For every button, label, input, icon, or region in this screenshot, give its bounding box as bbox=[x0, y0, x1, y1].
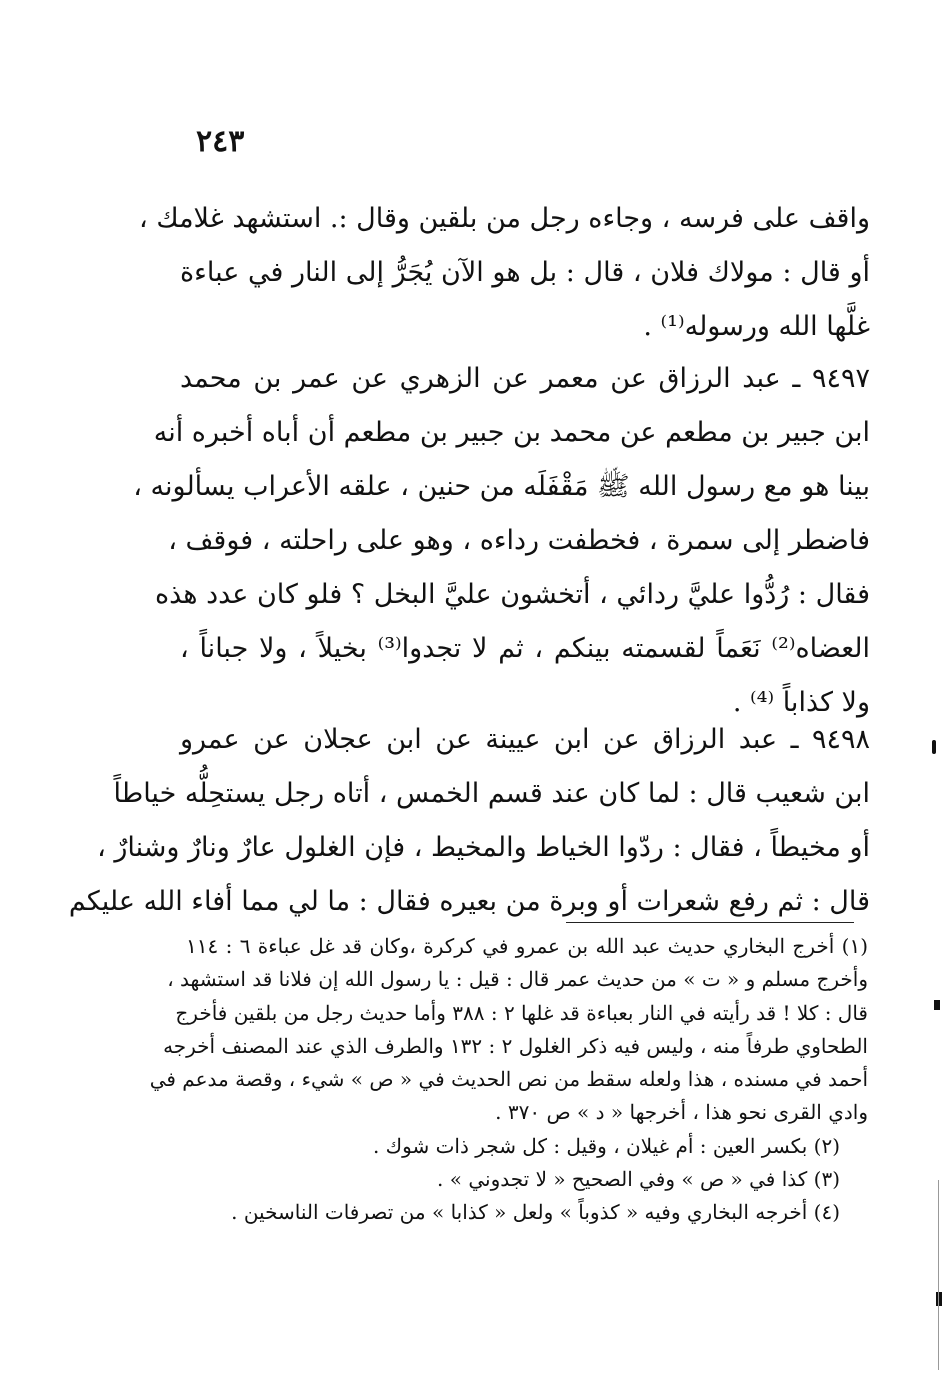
scan-edge-line bbox=[938, 1180, 939, 1370]
text-line: فقال : رُدُّوا عليَّ ردائي ، أتخشون عليَّ البخل ؟ فلو كان عدد هذه bbox=[154, 579, 870, 610]
footnote-line: أحمد في مسنده ، هذا ولعله سقط من نص الحديث في « ص » شيء ، وقصة مدعم في bbox=[149, 1067, 868, 1092]
text-line: غلَّها الله ورسوله⁽¹⁾ . bbox=[643, 311, 870, 342]
hadith-9497 bbox=[133, 352, 870, 730]
footnote-2: (٢) بكسر العين : أم غيلان ، وقيل : كل شجر ذات شوك . bbox=[372, 1133, 840, 1158]
text-line: أو قال : مولاك فلان ، قال : بل هو الآن يُجَرُّ إلى النار في عباءة bbox=[180, 257, 870, 288]
footnote-3: (٣) كذا في « ص » وفي الصحيح « لا تجدوني » . bbox=[437, 1167, 840, 1192]
text-line: ٩٤٩٨ ـ عبد الرزاق عن ابن عيينة عن ابن عجلان عن عمرو bbox=[180, 724, 870, 755]
text-line: أو مخيطاً ، فقال : ردّوا الخياط والمخيط ، فإن الغلول عارٌ ونارٌ وشنارٌ ، bbox=[97, 832, 870, 863]
text-line: واقف على فرسه ، وجاءه رجل من بلقين وقال :. استشهد غلامك ، bbox=[139, 203, 870, 234]
text-line: ولا كذاباً ⁽⁴⁾ . bbox=[732, 687, 870, 718]
hadith-9498 bbox=[68, 713, 870, 929]
text-line: قال : ثم رفع شعرات أو وبرة من بعيره فقال : ما لي مما أفاء الله عليكم bbox=[68, 886, 870, 917]
text-line: العضاه⁽²⁾ نَعَماً لقسمته بينكم ، ثم لا تجدوا⁽³⁾ بخيلاً ، ولا جباناً ، bbox=[180, 633, 870, 664]
footnote-line: قال : كلا ! قد رأيته في النار بعباءة قد غلها ٢ : ٣٨٨ وأما حديث رجل من بلقين فأخرج bbox=[175, 1000, 868, 1025]
text-line: ابن جبير بن مطعم عن محمد بن جبير بن مطعم أن أباه أخبره أنه bbox=[153, 417, 870, 448]
footnote-line: الطحاوي طرفاً منه ، وليس فيه ذكر الغلول ٢ : ١٣٢ والطرف الذي عند المصنف أخرجه bbox=[163, 1033, 868, 1058]
footnotes bbox=[149, 930, 869, 1230]
scan-edge-mark bbox=[934, 1000, 940, 1010]
footnote-line: وأخرج مسلم و « ت » من حديث عمر قال : قيل : يا رسول الله إن فلانا قد استشهد ، bbox=[167, 967, 868, 992]
footnote-separator bbox=[566, 922, 854, 923]
page-number: ٢٤٣ bbox=[196, 124, 245, 159]
text-line: ابن شعيب قال : لما كان عند قسم الخمس ، أتاه رجل يستحِلُّه خياطاً bbox=[113, 778, 870, 809]
footnote-line: (١) أخرج البخاري حديث عبد الله بن عمرو في كركرة ،وكان قد غل عباءة ٦ : ١١٤ bbox=[186, 934, 869, 958]
paragraph-continuation bbox=[139, 192, 870, 354]
footnote-4: (٤) أخرجه البخاري وفيه « كذوباً » ولعل « كذابا » من تصرفات الناسخين . bbox=[231, 1200, 840, 1225]
text-line: ٩٤٩٧ ـ عبد الرزاق عن معمر عن الزهري عن عمر بن محمد bbox=[180, 363, 870, 394]
text-line: فاضطر إلى سمرة ، فخطفت رداءه ، وهو على راحلته ، فوقف ، bbox=[168, 525, 870, 556]
scan-edge-mark bbox=[932, 740, 936, 754]
footnote-line: وادي القرى نحو هذا ، أخرجها « د » ص ٣٧٠ . bbox=[495, 1100, 868, 1125]
text-line: بينا هو مع رسول الله ﷺ مَقْفَلَه من حنين ، علقه الأعراب يسألونه ، bbox=[133, 471, 870, 502]
scan-edge-mark bbox=[936, 1292, 942, 1306]
